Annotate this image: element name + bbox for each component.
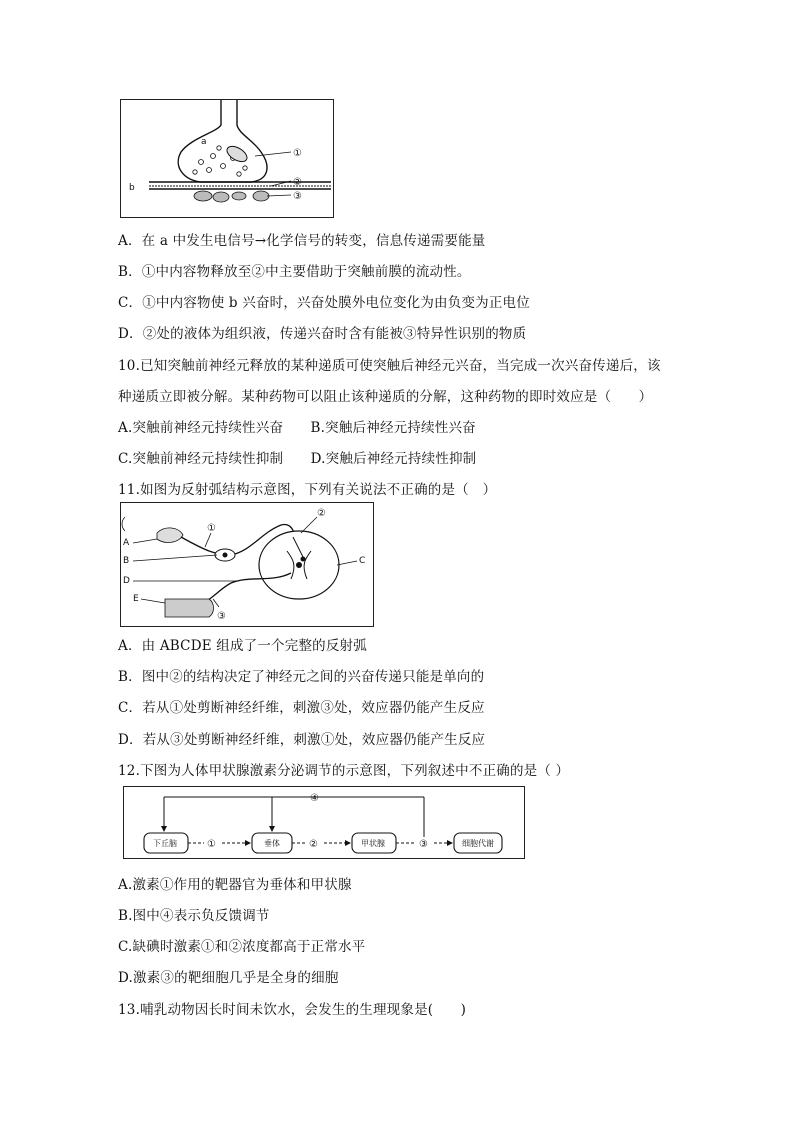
- q13-stem: 13.哺乳动物因长时间未饮水，会发生的生理现象是( ): [118, 1002, 467, 1018]
- q11-option-a: A．由 ABCDE 组成了一个完整的反射弧: [118, 638, 367, 654]
- feedback-label: ④: [310, 793, 319, 804]
- thyroid-regulation-figure: [123, 786, 525, 859]
- q12-stem: 12.下图为人体甲状腺激素分泌调节的示意图，下列叙述中不正确的是（ ）: [118, 763, 570, 779]
- label-E: E: [133, 594, 139, 604]
- q9-option-c: C．①中内容物使 b 兴奋时，兴奋处膜外电位变化为由负变为正电位: [118, 295, 530, 311]
- box-label-1: 垂体: [264, 839, 280, 848]
- q12-option-d: D.激素③的靶细胞几乎是全身的细胞: [118, 970, 339, 986]
- q10-options-row2: C.突触前神经元持续性抑制 D.突触后神经元持续性抑制: [118, 451, 477, 467]
- label-A: A: [123, 538, 130, 548]
- q11-option-d: D．若从③处剪断神经纤维，刺激①处，效应器仍能产生反应: [118, 732, 486, 748]
- box-label-3: 细胞代谢: [462, 839, 494, 848]
- arrow-label-1: ①: [207, 839, 216, 850]
- label-D: D: [123, 576, 130, 586]
- arrow-label-2: ②: [309, 839, 318, 850]
- label-circle-3: ③: [217, 611, 226, 622]
- label-B: B: [123, 556, 130, 566]
- q11-stem: 11.如图为反射弧结构示意图，下列有关说法不正确的是（ ）: [118, 482, 497, 498]
- q9-option-d: D．②处的液体为组织液，传递兴奋时含有能被③特异性识别的物质: [118, 326, 527, 342]
- q9-option-b: B．①中内容物释放至②中主要借助于突触前膜的流动性。: [118, 264, 471, 280]
- box-label-2: 甲状腺: [361, 839, 385, 848]
- q12-option-b: B.图中④表示负反馈调节: [118, 908, 270, 924]
- arrow-label-3: ③: [419, 839, 428, 850]
- q10-stem-line2: 种递质立即被分解。某种药物可以阻止该种递质的分解，这种药物的即时效应是（ ）: [118, 389, 653, 405]
- q10-options-row1: A.突触前神经元持续性兴奋 B.突触后神经元持续性兴奋: [118, 420, 476, 436]
- q11-option-b: B．图中②的结构决定了神经元之间的兴奋传递只能是单向的: [118, 669, 485, 685]
- q10-stem-line1: 10.已知突触前神经元释放的某种递质可使突触后神经元兴奋，当完成一次兴奋传递后，该: [118, 358, 661, 374]
- label-b: b: [129, 183, 135, 193]
- label-circle-1: ①: [207, 523, 216, 534]
- q12-option-c: C.缺碘时激素①和②浓度都高于正常水平: [118, 939, 366, 955]
- synapse-figure: [120, 99, 334, 218]
- label-a: a: [201, 137, 207, 147]
- q12-option-a: A.激素①作用的靶器官为垂体和甲状腺: [118, 877, 352, 893]
- label-C: C: [359, 556, 366, 566]
- label-circle-1: ①: [293, 148, 302, 159]
- reflex-arc-figure: [120, 502, 374, 627]
- box-label-0: 下丘脑: [153, 839, 177, 848]
- q9-option-a: A．在 a 中发生电信号→化学信号的转变，信息传递需要能量: [118, 233, 486, 249]
- label-circle-2: ②: [293, 177, 302, 188]
- label-circle-2: ②: [317, 508, 326, 519]
- q11-option-c: C．若从①处剪断神经纤维，刺激③处，效应器仍能产生反应: [118, 700, 485, 716]
- label-circle-3: ③: [293, 191, 302, 202]
